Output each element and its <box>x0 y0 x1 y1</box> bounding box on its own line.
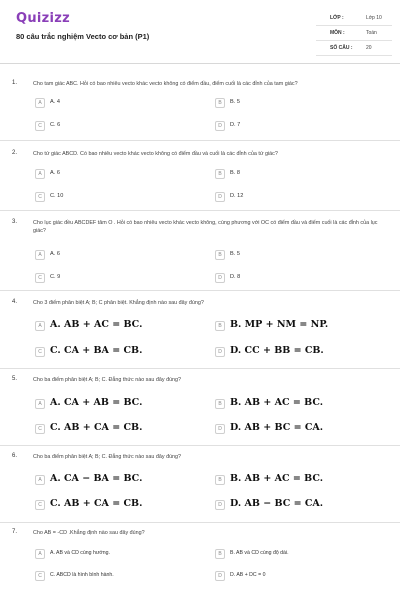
option-letter-box: D <box>215 347 225 357</box>
option-letter-box: C <box>35 424 45 434</box>
option-text: B. AB và CD cùng độ dài. <box>230 550 289 556</box>
option-text: C. AB + CA = CB. <box>50 498 143 509</box>
divider <box>0 522 400 523</box>
question-text: Cho tam giác ABC. Hỏi có bao nhiêu vecto khác vecto không có điểm đầu, điểm cuối là các đỉnh của tam giác? <box>33 81 298 87</box>
option-letter-box: B <box>215 169 225 179</box>
option-text: B. AB + AC = BC. <box>230 397 324 408</box>
question-text: Cho AB = -CD .Khẳng định nào sau đây đúng? <box>33 530 145 536</box>
meta-value: Lớp 10 <box>366 15 382 21</box>
meta-value: Toán <box>366 30 377 36</box>
option-text: B. 8 <box>230 170 240 176</box>
option-letter-box: A <box>35 98 45 108</box>
divider <box>0 140 400 141</box>
option-letter-box: C <box>35 500 45 510</box>
option-text: A. 4 <box>50 99 60 105</box>
option-text: B. 5 <box>230 99 240 105</box>
option-letter-box: A <box>35 321 45 331</box>
question-text: Cho 3 điểm phân biệt A; B; C phân biệt. Khẳng định nào sau đây đúng? <box>33 300 204 306</box>
worksheet-header <box>0 0 400 64</box>
option-text: C. 10 <box>50 193 64 199</box>
option-letter-box: A <box>35 475 45 485</box>
option-letter-box: C <box>35 347 45 357</box>
option-letter-box: C <box>35 192 45 202</box>
option-letter-box: A <box>35 549 45 559</box>
option-letter-box: A <box>35 169 45 179</box>
option-letter-box: A <box>35 250 45 260</box>
option-text: A. AB và CD cùng hướng. <box>50 550 110 556</box>
question-text: Cho ba điểm phân biệt A; B; C. Đẳng thức nào sau đây đúng? <box>33 454 182 460</box>
meta-question-count <box>316 42 392 56</box>
option-letter-box: D <box>215 424 225 434</box>
option-letter-box: B <box>215 549 225 559</box>
option-letter-box: C <box>35 571 45 581</box>
question-number: 1. <box>12 80 18 86</box>
option-letter-box: D <box>215 571 225 581</box>
option-text: C. ABCD là hình bình hành. <box>50 572 114 578</box>
option-letter-box: A <box>35 399 45 409</box>
option-text: A. 6 <box>50 170 60 176</box>
divider <box>0 210 400 211</box>
option-text: C. 9 <box>50 274 61 280</box>
option-text: A. CA − BA = BC. <box>50 473 143 484</box>
question-number: 5. <box>12 376 18 382</box>
option-text: B. MP + NM = NP. <box>230 319 329 330</box>
question-number: 6. <box>12 453 18 459</box>
option-text: A. 6 <box>50 251 60 257</box>
option-letter-box: B <box>215 475 225 485</box>
quizizz-logo: Quizizz <box>16 11 71 26</box>
meta-grade <box>316 12 392 26</box>
option-text: D. 7 <box>230 122 241 128</box>
meta-value: 20 <box>366 45 372 51</box>
question-number: 7. <box>12 529 18 535</box>
option-text: D. AB − BC = CA. <box>230 498 324 509</box>
option-letter-box: D <box>215 121 225 131</box>
worksheet-title: 80 câu trắc nghiệm Vecto cơ bản (P1) <box>16 32 150 41</box>
divider <box>0 445 400 446</box>
option-letter-box: D <box>215 273 225 283</box>
option-text: D. AB + DC = 0 <box>230 572 266 578</box>
option-text: D. 8 <box>230 274 241 280</box>
option-text: C. AB + CA = CB. <box>50 422 143 433</box>
option-text: B. 5 <box>230 251 240 257</box>
option-letter-box: B <box>215 250 225 260</box>
question-number: 2. <box>12 150 18 156</box>
meta-label: LỚP : <box>330 15 344 21</box>
question-number: 4. <box>12 299 18 305</box>
meta-label: SỐ CÂU : <box>330 45 353 51</box>
option-letter-box: C <box>35 121 45 131</box>
option-text: C. 6 <box>50 122 61 128</box>
option-text: D. 12 <box>230 193 244 199</box>
option-letter-box: B <box>215 98 225 108</box>
option-text: A. CA + AB = BC. <box>50 397 143 408</box>
option-text: B. AB + AC = BC. <box>230 473 324 484</box>
option-text: A. AB + AC = BC. <box>50 319 143 330</box>
option-text: D. AB + BC = CA. <box>230 422 324 433</box>
question-text: Cho lục giác đều ABCDEF tâm O . Hỏi có bao nhiêu vecto khác vecto không, cùng phương với OC có điểm đầu và điểm cuối là các đỉnh của lục giác? <box>33 220 378 234</box>
option-letter-box: D <box>215 500 225 510</box>
divider <box>0 368 400 369</box>
option-letter-box: D <box>215 192 225 202</box>
question-text: Cho ba điểm phân biệt A; B; C. Đẳng thức nào sau đây đúng? <box>33 377 182 383</box>
option-text: C. CA + BA = CB. <box>50 345 143 356</box>
divider <box>0 290 400 291</box>
question-number: 3. <box>12 219 18 225</box>
meta-label: MÔN : <box>330 30 345 36</box>
option-letter-box: B <box>215 399 225 409</box>
meta-subject <box>316 27 392 41</box>
option-letter-box: B <box>215 321 225 331</box>
question-text: Cho tứ giác ABCD. Có bao nhiêu vecto khác vecto không có điểm đầu và cuối là các đỉnh của tứ giác? <box>33 151 278 157</box>
option-letter-box: C <box>35 273 45 283</box>
option-text: D. CC + BB = CB. <box>230 345 324 356</box>
